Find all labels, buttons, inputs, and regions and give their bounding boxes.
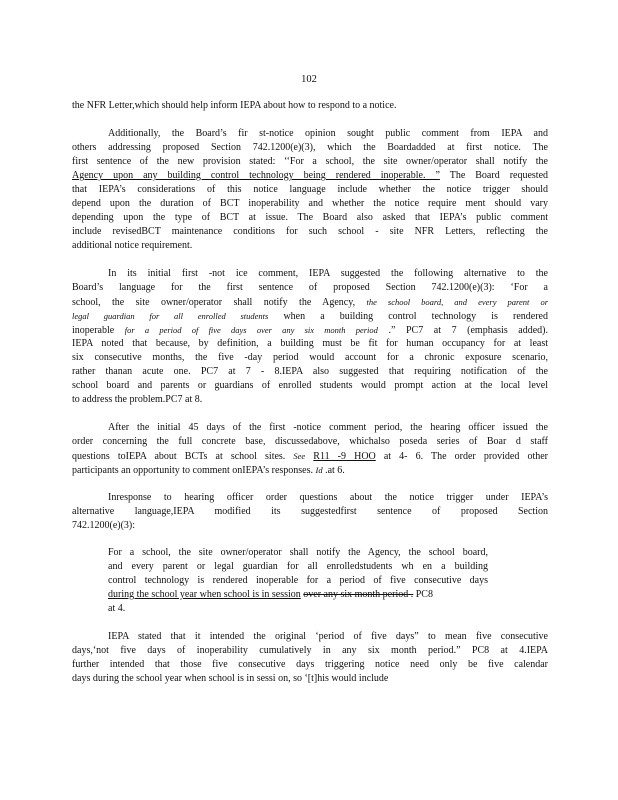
quote-line (108, 547, 488, 559)
text-run: to address the problem.PC7 at 8. (72, 394, 203, 405)
text-run: school board and parents or guardians of enrolled students would prompt action at the local level (72, 380, 548, 391)
text-line (72, 506, 548, 518)
text-run: days,‘not five days of inoperability cumulatively in any six month period.” PC8 at 4.IEPA (72, 645, 548, 656)
text-line (108, 422, 548, 434)
text-run: alternative language,IEPA modified its suggestedfirst sentence of proposed Section (72, 506, 548, 517)
text-line (72, 338, 548, 350)
text-line (108, 492, 548, 504)
text-run: school, the site owner/operator shall notify the Agency, (72, 297, 367, 308)
text-run: control technology is rendered inoperable for a period of five consecutive days (108, 575, 488, 586)
text-run: 742.1200(e)(3): (72, 520, 136, 531)
quote-line (108, 561, 488, 573)
text-line (72, 352, 548, 364)
text-run: IEPA stated that it intended the original ‘period of five days” to mean five consecutive (108, 631, 548, 642)
quote-line (108, 575, 488, 587)
text-run: participants an opportunity to comment onIEPA’s responses. (72, 465, 316, 476)
text-line (72, 240, 548, 252)
text-run: Board’s language for the first sentence of proposed Section 742.1200(e)(3): ‘For a (72, 282, 548, 293)
text-run: questions toIEPA about BCTs at school sites. (72, 451, 294, 462)
text-line (72, 282, 548, 294)
text-run: R11 -9 HOO (313, 451, 376, 462)
text-run: See (293, 451, 306, 461)
text-run: For a school, the site owner/operator shall notify the Agency, the school board, (108, 547, 488, 558)
text-line (72, 464, 548, 477)
text-line (72, 142, 548, 154)
text-line (72, 100, 548, 112)
text-run: In its initial first -not ice comment, IEPA suggested the following alternative to the (108, 268, 548, 279)
text-run: over any six month period . (303, 589, 414, 600)
text-run: Additionally, the Board’s fir st-notice opinion sought public comment from IEPA and (108, 128, 548, 139)
text-run: during the school year when school is in session (108, 589, 301, 600)
text-run: the NFR Letter,which should help inform IEPA about how to respond to a notice. (72, 100, 397, 111)
text-line (72, 366, 548, 378)
text-run: IEPA noted that because, by definition, a building must be fit for human occupancy for at least (72, 338, 548, 349)
text-line (108, 268, 548, 280)
quote-line (108, 603, 488, 615)
text-line (72, 436, 548, 448)
text-run: for a period of five days over any six month period (124, 325, 378, 335)
text-line (72, 296, 548, 309)
text-run: Id (315, 465, 323, 475)
text-line (72, 156, 548, 168)
text-run: others addressing proposed Section 742.1200(e)(3), which the Boardadded at first notice. The (72, 142, 548, 153)
text-run: include revisedBCT maintenance conditions for such school - site NFR Letters, reflecting the (72, 226, 548, 237)
text-run: Agency upon any building control technology being rendered inoperable. ” (72, 170, 440, 181)
text-line (72, 659, 548, 671)
text-line (108, 128, 548, 140)
text-line (72, 324, 548, 337)
text-run: the school board, and every parent or (366, 297, 548, 307)
text-run: PC8 (413, 589, 433, 600)
text-run: depending upon the type of BCT at issue. The Board also asked that IEPA’s public comment (72, 212, 548, 223)
text-line (72, 226, 548, 238)
text-line (72, 170, 548, 182)
text-line (72, 450, 548, 463)
text-run: that IEPA’s considerations of this notice language include whether the notice trigger should (72, 184, 548, 195)
text-run: and every parent or legal guardian for all enrolledstudents wh en a building (108, 561, 488, 572)
text-line (72, 520, 548, 532)
text-line (72, 645, 548, 657)
text-line (72, 380, 548, 392)
text-run: further intended that those five consecutive days triggering notice need only be five calendar (72, 659, 548, 670)
text-run: Inresponse to hearing officer order questions about the notice trigger under IEPA’s (108, 492, 548, 503)
text-line (72, 184, 548, 196)
quote-line (108, 589, 488, 601)
text-line (72, 394, 548, 406)
text-run: legal guardian for all enrolled students (72, 311, 269, 321)
text-line (72, 673, 548, 685)
text-run: depend upon the duration of BCT inoperability and whether the notice require ment should vary (72, 198, 548, 209)
page-number: 102 (301, 74, 317, 85)
text-run: .at 6. (322, 465, 345, 476)
text-line (72, 310, 548, 323)
text-run: at 4- 6. The order provided other (375, 451, 548, 462)
text-run: additional notice requirement. (72, 240, 193, 251)
text-run: After the initial 45 days of the first -notice comment period, the hearing officer issued the (108, 422, 548, 433)
text-run: days during the school year when school is in sessi on, so ‘[t]his would include (72, 673, 389, 684)
text-line (72, 212, 548, 224)
text-line (72, 198, 548, 210)
text-run: inoperable (72, 325, 125, 336)
text-run: when a building control technology is rendered (268, 311, 548, 322)
text-run: .” PC7 at 7 (emphasis added). (377, 325, 548, 336)
text-line (108, 631, 548, 643)
text-run: six consecutive months, the five -day period would account for a chronic exposure scenario, (72, 352, 548, 363)
text-run: rather thanan acute one. PC7 at 7 - 8.IEPA also suggested that requiring notification of the (72, 366, 548, 377)
text-run: at 4. (108, 603, 126, 614)
text-run: first sentence of the new provision stated: ‘‘For a school, the site owner/operator shall notify the (72, 156, 548, 167)
text-run: The Board requested (439, 170, 548, 181)
text-run: order concerning the full concrete base, discussedabove, whichalso poseda series of Boar d staff (72, 436, 548, 447)
